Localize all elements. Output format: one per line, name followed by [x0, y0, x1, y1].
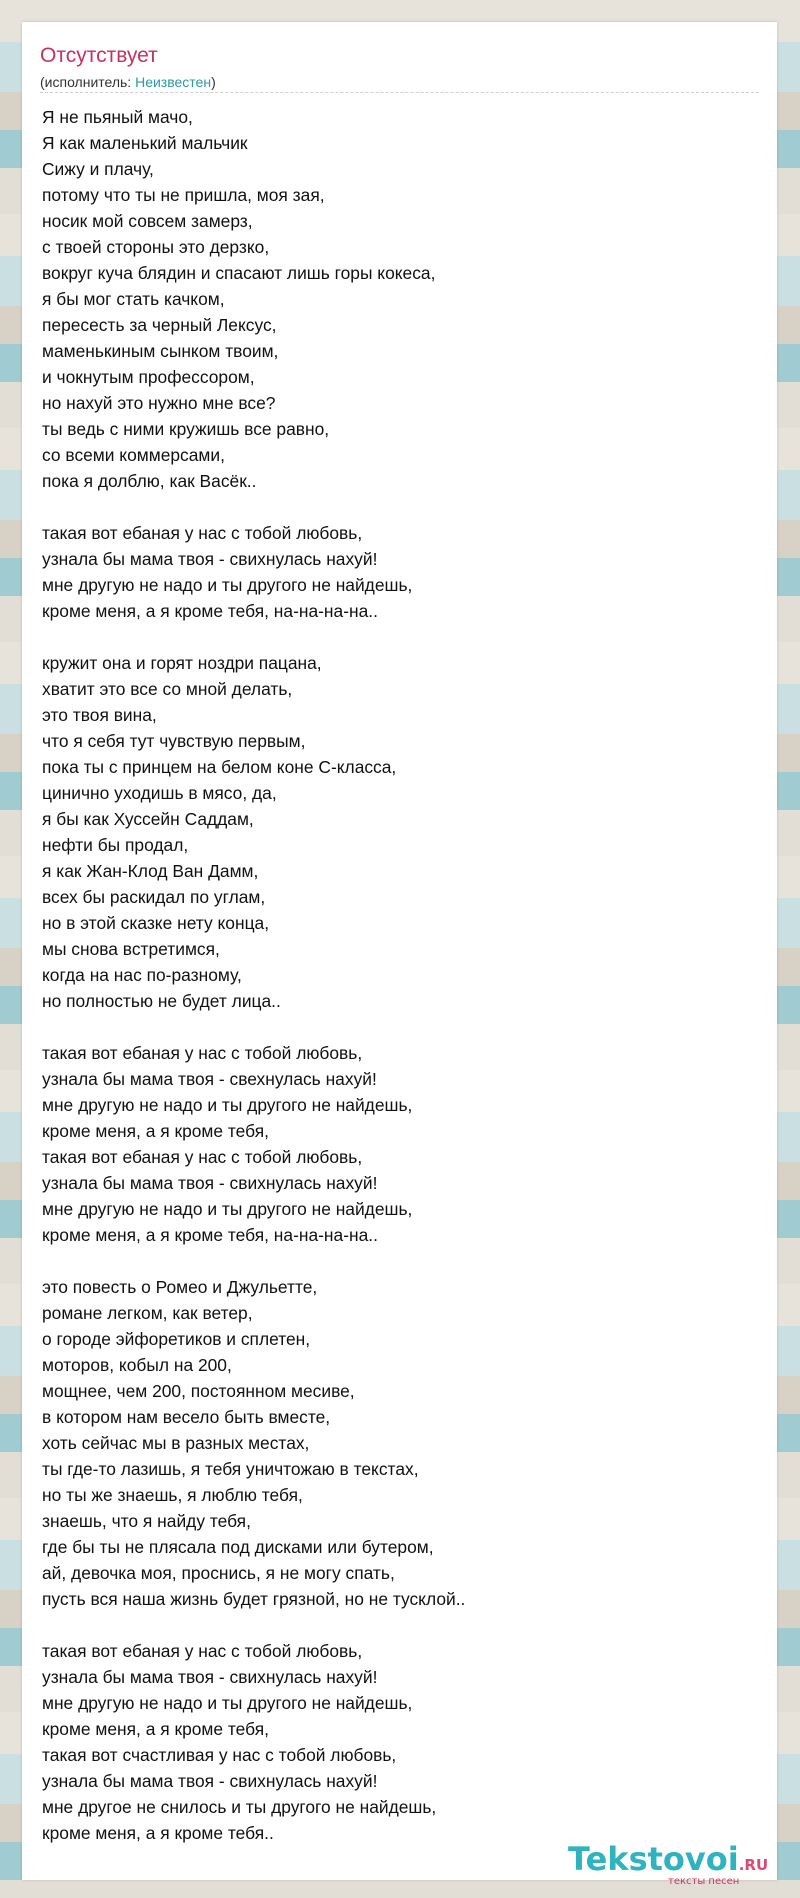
lyrics-line: ты ведь с ними кружишь все равно, — [42, 419, 330, 439]
lyrics-line: узнала бы мама твоя - свихнулась нахуй! — [42, 1667, 378, 1687]
lyrics-line: когда на нас по-разному, — [42, 965, 242, 985]
lyrics-line: носик мой совсем замерз, — [42, 211, 253, 231]
lyrics-line: кроме меня, а я кроме тебя, на-на-на-на.. — [42, 601, 378, 621]
lyrics-line: кроме меня, а я кроме тебя, — [42, 1121, 269, 1141]
lyrics-line: ты где-то лазишь, я тебя уничтожаю в текстах, — [42, 1459, 419, 1479]
lyrics-line: и чокнутым профессором, — [42, 367, 255, 387]
lyrics-line: кроме меня, а я кроме тебя.. — [42, 1823, 274, 1843]
lyrics-line: кружит она и горят ноздри пацана, — [42, 653, 322, 673]
lyrics-line: кроме меня, а я кроме тебя, — [42, 1719, 269, 1739]
lyrics-line: узнала бы мама твоя - свихнулась нахуй! — [42, 549, 378, 569]
lyrics-line: нефти бы продал, — [42, 835, 189, 855]
lyrics-line: мы снова встретимся, — [42, 939, 220, 959]
lyrics-line: мощнее, чем 200, постоянном месиве, — [42, 1381, 355, 1401]
artist-suffix: ) — [211, 74, 216, 90]
lyrics-line: узнала бы мама твоя - свихнулась нахуй! — [42, 1173, 378, 1193]
lyrics-line: мне другую не надо и ты другого не найдешь, — [42, 575, 413, 595]
lyrics-line: узнала бы мама твоя - свихнулась нахуй! — [42, 1771, 378, 1791]
lyrics-line: ай, девочка моя, проснись, я не могу спать, — [42, 1563, 395, 1583]
lyrics-stanza — [42, 1274, 742, 1612]
lyrics-line: моторов, кобыл на 200, — [42, 1355, 232, 1375]
lyrics-card — [22, 22, 777, 1887]
lyrics-line: пусть вся наша жизнь будет грязной, но не тусклой.. — [42, 1589, 466, 1609]
lyrics-line: я как Жан-Клод Ван Дамм, — [42, 861, 259, 881]
lyrics-line: узнала бы мама твоя - свехнулась нахуй! — [42, 1069, 377, 1089]
lyrics-line: всех бы раскидал по углам, — [42, 887, 266, 907]
lyrics-line: пока я долблю, как Васёк.. — [42, 471, 257, 491]
lyrics-line: вокруг куча блядин и спасают лишь горы кокеса, — [42, 263, 436, 283]
lyrics-line: хватит это все со мной делать, — [42, 679, 293, 699]
artist-prefix: (исполнитель: — [40, 74, 136, 90]
lyrics-line: такая вот ебаная у нас с тобой любовь, — [42, 1641, 363, 1661]
lyrics-line: романе легком, как ветер, — [42, 1303, 253, 1323]
lyrics-line: о городе эйфоретиков и сплетен, — [42, 1329, 311, 1349]
lyrics-line: я бы мог стать качком, — [42, 289, 225, 309]
lyrics-line: это повесть о Ромео и Джульетте, — [42, 1277, 318, 1297]
artist-line — [40, 74, 216, 90]
lyrics-stanza — [42, 1040, 742, 1248]
lyrics-line: с твоей стороны это дерзко, — [42, 237, 270, 257]
lyrics-line: я бы как Хуссейн Саддам, — [42, 809, 254, 829]
lyrics-line: маменькиным сынком твоим, — [42, 341, 279, 361]
lyrics-line: Я не пьяный мачо, — [42, 107, 193, 127]
lyrics-body — [42, 104, 742, 1872]
lyrics-line: цинично уходишь в мясо, да, — [42, 783, 277, 803]
lyrics-line: Я как маленький мальчик — [42, 133, 248, 153]
lyrics-line: но нахуй это нужно мне все? — [42, 393, 276, 413]
lyrics-line: мне другую не надо и ты другого не найдешь, — [42, 1693, 413, 1713]
lyrics-line: такая вот ебаная у нас с тобой любовь, — [42, 523, 363, 543]
lyrics-line: в котором нам весело быть вместе, — [42, 1407, 331, 1427]
lyrics-line: такая вот счастливая у нас с тобой любовь, — [42, 1745, 397, 1765]
lyrics-line: такая вот ебаная у нас с тобой любовь, — [42, 1147, 363, 1167]
lyrics-line: что я себя тут чувствую первым, — [42, 731, 306, 751]
lyrics-line: где бы ты не плясала под дисками или бутером, — [42, 1537, 434, 1557]
lyrics-stanza — [42, 104, 742, 494]
lyrics-line: пока ты с принцем на белом коне С-класса, — [42, 757, 397, 777]
lyrics-stanza — [42, 520, 742, 624]
site-logo[interactable] — [568, 1840, 769, 1887]
song-title: Отсутствует — [40, 44, 158, 67]
lyrics-line: но в этой сказке нету конца, — [42, 913, 270, 933]
lyrics-line: со всеми коммерсами, — [42, 445, 225, 465]
lyrics-line: пересесть за черный Лексус, — [42, 315, 277, 335]
lyrics-line: это твоя вина, — [42, 705, 157, 725]
lyrics-stanza — [42, 650, 742, 1014]
lyrics-line: Сижу и плачу, — [42, 159, 154, 179]
logo-name: Tekstovoi — [568, 1840, 739, 1878]
lyrics-line: хоть сейчас мы в разных местах, — [42, 1433, 310, 1453]
lyrics-line: но ты же знаешь, я люблю тебя, — [42, 1485, 303, 1505]
logo-tld: .RU — [738, 1856, 769, 1874]
lyrics-line: кроме меня, а я кроме тебя, на-на-на-на.. — [42, 1225, 378, 1245]
lyrics-line: мне другую не надо и ты другого не найдешь, — [42, 1199, 413, 1219]
lyrics-line: потому что ты не пришла, моя зая, — [42, 185, 325, 205]
lyrics-line: мне другое не снилось и ты другого не найдешь, — [42, 1797, 437, 1817]
lyrics-stanza — [42, 1638, 742, 1846]
lyrics-line: такая вот ебаная у нас с тобой любовь, — [42, 1043, 363, 1063]
lyrics-line: знаешь, что я найду тебя, — [42, 1511, 251, 1531]
divider — [40, 92, 759, 93]
lyrics-line: но полностью не будет лица.. — [42, 991, 281, 1011]
lyrics-line: мне другую не надо и ты другого не найдешь, — [42, 1095, 413, 1115]
logo-tagline: тексты песен — [668, 1876, 740, 1887]
artist-link[interactable]: Неизвестен — [135, 74, 212, 90]
